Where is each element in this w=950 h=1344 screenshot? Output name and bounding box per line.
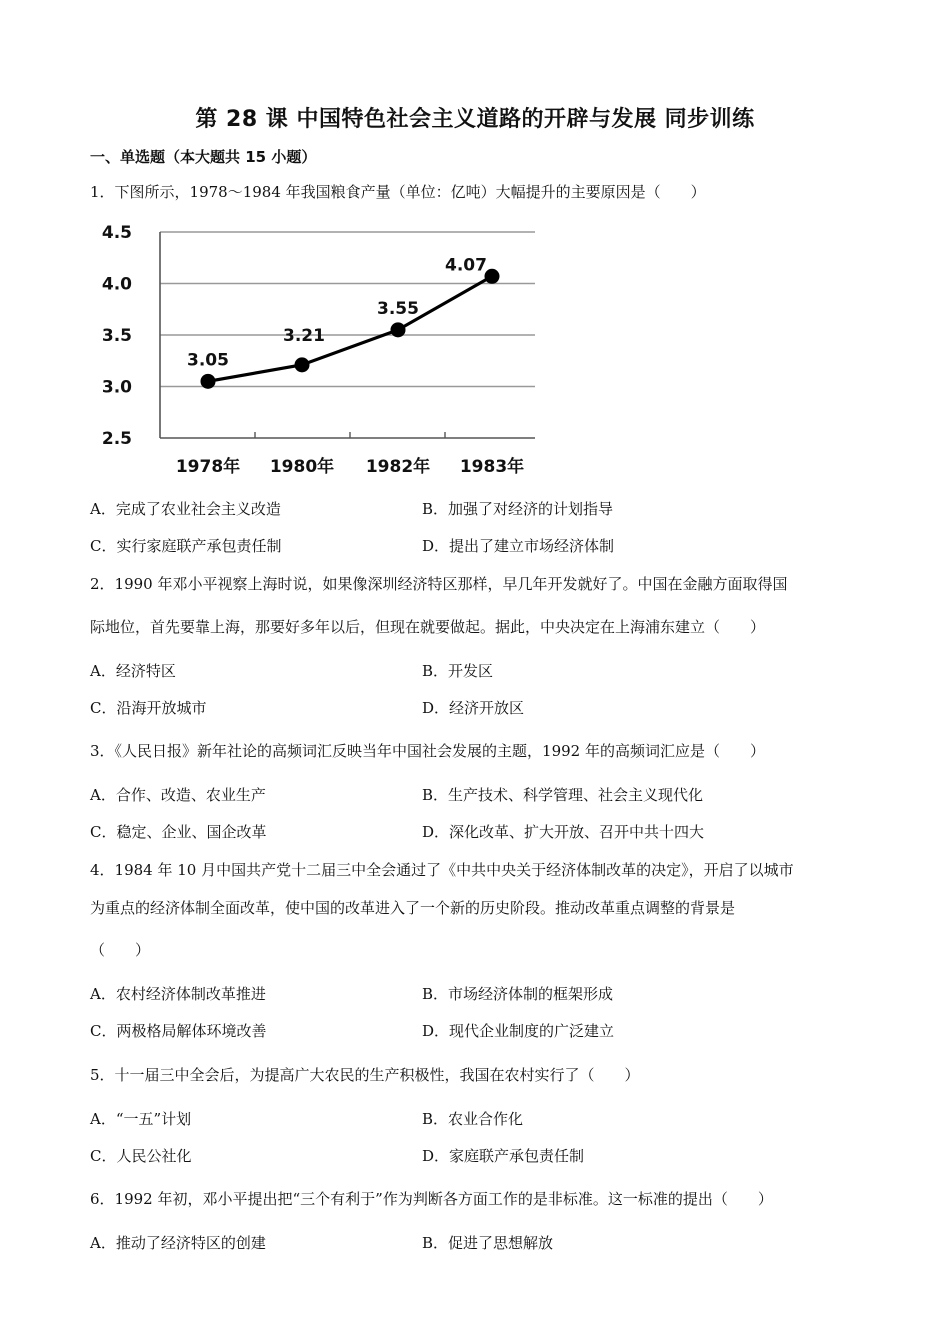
data-label: 4.07 [445,255,487,276]
q1-option-a[interactable]: A．完成了农业社会主义改造 [90,500,281,518]
q5-option-a[interactable]: A．“一五”计划 [90,1110,192,1128]
series-line [208,276,492,381]
question-4-stem-line-3: （ ） [90,941,151,959]
data-point [295,357,310,372]
q1-option-c[interactable]: C．实行家庭联产承包责任制 [90,537,282,555]
y-tick-label: 4.0 [101,274,132,295]
question-4-stem-line-2: 为重点的经济体制全面改革，使中国的改革进入了一个新的历史阶段。推动改革重点调整的背景是 [90,899,736,917]
section-heading: 一、单选题（本大题共 15 小题） [90,148,317,166]
question-3-stem: 3．《人民日报》新年社论的高频词汇反映当年中国社会发展的主题，1992 年的高频词汇应是（ ） [90,742,765,760]
x-tick-label: 1978年 [175,457,241,477]
data-point [201,374,216,389]
data-point [391,322,406,337]
q4-option-d[interactable]: D．现代企业制度的广泛建立 [422,1022,615,1040]
y-tick-label: 4.5 [101,223,132,243]
q1-option-d[interactable]: D．提出了建立市场经济体制 [422,537,615,555]
question-2-stem-line-2: 际地位，首先要靠上海，那要好多年以后，但现在就要做起。据此，中央决定在上海浦东建立（ ） [90,618,766,636]
x-tick-label: 1982年 [365,457,431,477]
q3-option-d[interactable]: D．深化改革、扩大开放、召开中共十四大 [422,823,705,841]
y-tick-label: 2.5 [101,429,132,449]
data-label: 3.55 [377,298,419,319]
question-5-stem: 5．十一届三中全会后，为提高广大农民的生产积极性，我国在农村实行了（ ） [90,1066,640,1084]
y-tick-label: 3.5 [101,326,132,346]
q3-option-a[interactable]: A．合作、改造、农业生产 [90,786,266,804]
data-label: 3.05 [187,350,229,371]
q6-option-b[interactable]: B．促进了思想解放 [422,1234,554,1252]
q2-option-d[interactable]: D．经济开放区 [422,699,525,717]
q1-option-b[interactable]: B．加强了对经济的计划指导 [422,500,614,518]
q5-option-c[interactable]: C．人民公社化 [90,1147,192,1165]
q3-option-b[interactable]: B．生产技术、科学管理、社会主义现代化 [422,786,704,804]
grain-output-chart [90,220,560,482]
q6-option-a[interactable]: A．推动了经济特区的创建 [90,1234,266,1252]
q4-option-c[interactable]: C．两极格局解体环境改善 [90,1022,267,1040]
question-1-stem: 1．下图所示，1978～1984 年我国粮食产量（单位：亿吨）大幅提升的主要原因是（ ） [90,183,706,201]
x-tick-label: 1980年 [269,457,335,477]
question-4-stem-line-1: 4．1984 年 10 月中国共产党十二届三中全会通过了《中共中央关于经济体制改革的决定》，开启了以城市 [90,861,794,879]
question-6-stem: 6．1992 年初，邓小平提出把“三个有利于”作为判断各方面工作的是非标准。这一标准的提出（ ） [90,1190,773,1208]
q2-option-c[interactable]: C．沿海开放城市 [90,699,207,717]
q4-option-a[interactable]: A．农村经济体制改革推进 [90,985,266,1003]
q5-option-d[interactable]: D．家庭联产承包责任制 [422,1147,585,1165]
q2-option-a[interactable]: A．经济特区 [90,662,176,680]
question-2-stem-line-1: 2．1990 年邓小平视察上海时说，如果像深圳经济特区那样，早几年开发就好了。中国在金融方面取得国 [90,575,788,593]
y-tick-label: 3.0 [101,377,132,398]
x-tick-label: 1983年 [459,457,525,477]
data-label: 3.21 [283,325,325,346]
page-title: 第 28 课 中国特色社会主义道路的开辟与发展 同步训练 [195,107,755,132]
q5-option-b[interactable]: B．农业合作化 [422,1110,524,1128]
q2-option-b[interactable]: B．开发区 [422,662,494,680]
q4-option-b[interactable]: B．市场经济体制的框架形成 [422,985,614,1003]
q3-option-c[interactable]: C．稳定、企业、国企改革 [90,823,267,841]
